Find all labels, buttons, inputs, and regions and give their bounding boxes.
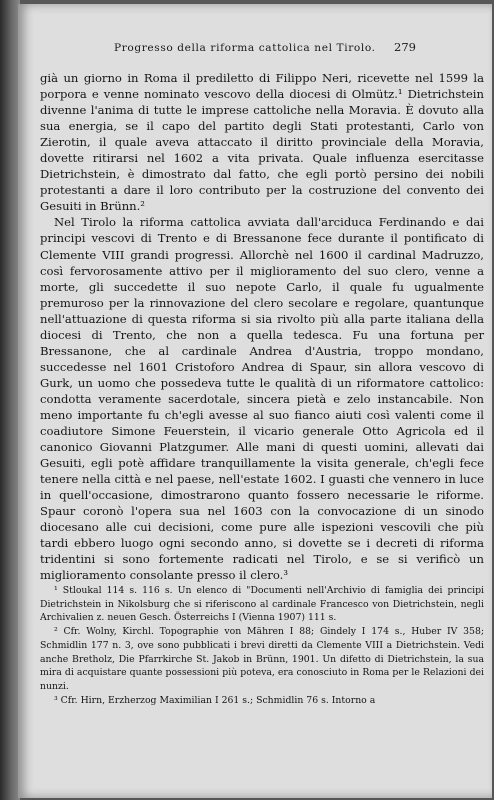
book-spine-shadow (0, 0, 20, 800)
footnotes (40, 584, 484, 707)
footnote-1: ¹ Stloukal 114 s. 116 s. Un elenco di "Documenti nell'Archivio di famiglia dei principi Dietrichstein in Nikolsburg che si riferiscono al cardinale Francesco von Dietrichstein, negli Archivalien z. neuen Gesch. Österreichs I (Vienna 1907) 111 s. (40, 585, 484, 624)
running-title: Progresso della riforma cattolica nel Tirolo. (114, 42, 376, 54)
footnote-2: ² Cfr. Wolny, Kirchl. Topographie von Mähren I 88; Gindely I 174 s., Huber IV 358; Schmidlin 177 n. 3, ove sono pubblicati i brevi diretti da Clemente VIII a Dietrichstein. Vedi anche Bretholz, Die Pfarrkirche St. Jakob in Brünn, 1901. Un difetto di Dietrichstein, la sua mira di acquistare quante possessioni più poteva, era conosciuto in Roma per le Relazioni dei nunzi. (40, 626, 484, 692)
page-number: 279 (394, 40, 416, 54)
footnote-3: ³ Cfr. Hirn, Erzherzog Maximilian I 261 s.; Schmidlin 76 s. Intorno a (54, 694, 376, 706)
body-text (40, 70, 484, 584)
paragraph-1: già un giorno in Roma il prediletto di Filippo Neri, ricevette nel 1599 la porpora e venne nominato vescovo della diocesi di Olmütz.¹ Dietrichstein divenne l'anima di tutte le imprese cattoliche nella Moravia. È dovuto alla sua energia, se il capo del partito degli Stati protestanti, Carlo von Zierotin, il quale aveva attaccato il diritto provinciale della Moravia, dovette ritirarsi nel 1602 a vita privata. Quale influenza esercitasse Dietrichstein, è dimostrato dal fatto, che egli portò persino dei nobili protestanti a dare il loro contributo per la costruzione del convento dei Gesuiti in Brünn.² (40, 71, 484, 214)
paragraph-2: Nel Tirolo la riforma cattolica avviata dall'arciduca Ferdinando e dai principi vescovi di Trento e di Bressanone fece durante il pontificato di Clemente VIII grandi progressi. Allorchè nel 1600 il cardinal Madruzzo, così fervorosamente attivo per il miglioramento del suo clero, venne a morte, gli succedette il suo nepote Carlo, il quale fu ugualmente premuroso per la rinnovazione del clero secolare e regolare, quantunque nell'attuazione di questa riforma si sia rivolto più alla parte italiana della diocesi di Trento, che non a quella tedesca. Fu una fortuna per Bressanone, che al cardinale Andrea d'Austria, troppo mondano, succedesse nel 1601 Cristoforo Andrea di Spaur, sin allora vescovo di Gurk, un uomo che possedeva tutte le qualità di un riformatore cattolico: condotta veramente sacerdotale, sincera pietà e zelo instancabile. Non meno importante fu ch'egli avesse al suo fianco aiuti così valenti come il coadiutore Simone Feuerstein, il vicario generale Otto Agricola ed il canonico Giovanni Platzgumer. Alle mani di questi uomini, allevati dai Gesuiti, egli potè affidare tranquillamente la visita generale, ch'egli fece tenere nella città e nel paese, nell'estate 1602. I guasti che vennero in luce in quell'occasione, dimostrarono quanto fossero necessarie le riforme. Spaur coronò l'opera sua nel 1603 con la convocazione di un sinodo diocesano alle cui decisioni, come pure alle ispezioni vescovili che più tardi ebbero luogo ogni secondo anno, si dovette se i decreti di riforma tridentini si sono fortemente radicati nel Tirolo, e se si verificò un miglioramento consolante presso il clero.³ (40, 215, 484, 583)
book-page (18, 4, 492, 798)
